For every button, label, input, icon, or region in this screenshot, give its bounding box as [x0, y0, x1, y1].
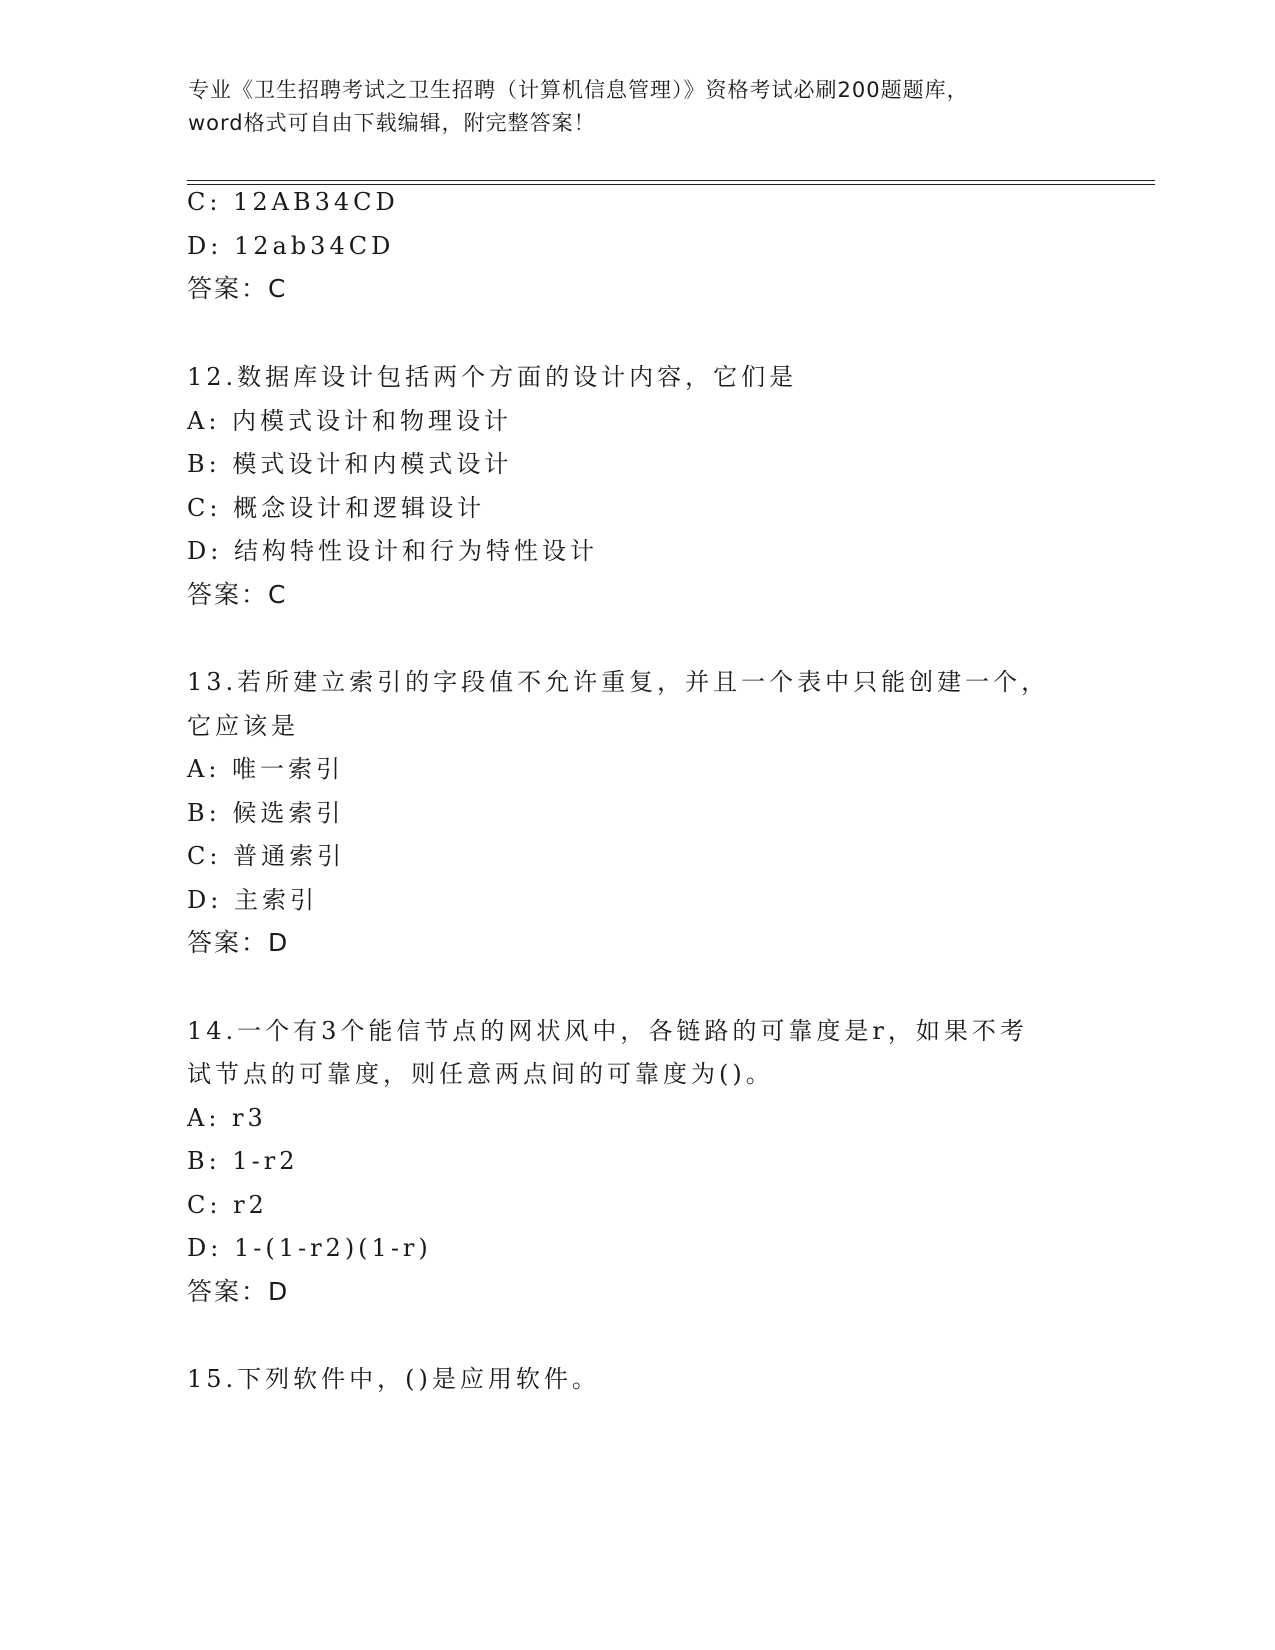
q12-option-a: A: 内模式设计和物理设计	[187, 407, 513, 435]
header-divider	[187, 180, 1155, 185]
header-line-1: 专业《卫生招聘考试之卫生招聘（计算机信息管理）》资格考试必刷200题题库，	[188, 78, 969, 102]
q13-option-b: B: 候选索引	[187, 799, 345, 827]
q13-option-a: A: 唯一索引	[187, 755, 345, 783]
q15-stem: 15.下列软件中，()是应用软件。	[187, 1365, 600, 1393]
q14-stem-line-1: 14.一个有3个能信节点的网状风中，各链路的可靠度是r，如果不考	[187, 1017, 1028, 1045]
q14-option-b: B: 1-r2	[187, 1147, 299, 1175]
q14-option-c: C: r2	[187, 1191, 268, 1219]
q13-option-c: C: 普通索引	[187, 842, 346, 870]
q13-stem-line-1: 13.若所建立索引的字段值不允许重复，并且一个表中只能创建一个，	[187, 668, 1050, 696]
q13-stem-line-2: 它应该是	[187, 712, 299, 740]
q14-answer: 答案：D	[187, 1277, 290, 1306]
q13-answer: 答案：D	[187, 928, 290, 957]
q11-option-c: C: 12AB34CD	[187, 188, 399, 216]
q14-stem-line-2: 试节点的可靠度，则任意两点间的可靠度为()。	[187, 1060, 774, 1088]
q11-option-d: D: 12ab34CD	[187, 232, 395, 260]
header-line-2: word格式可自由下载编辑，附完整答案！	[188, 111, 596, 135]
q14-option-a: A: r3	[187, 1104, 267, 1132]
q12-option-b: B: 模式设计和内模式设计	[187, 450, 513, 478]
q12-option-d: D: 结构特性设计和行为特性设计	[187, 537, 598, 565]
q12-answer: 答案：C	[187, 580, 288, 609]
page-header	[188, 74, 1088, 140]
q11-answer: 答案：C	[187, 274, 288, 303]
q14-option-d: D: 1-(1-r2)(1-r)	[187, 1234, 432, 1262]
q12-option-c: C: 概念设计和逻辑设计	[187, 494, 486, 522]
q13-option-d: D: 主索引	[187, 886, 318, 914]
q12-stem: 12.数据库设计包括两个方面的设计内容，它们是	[187, 363, 798, 391]
